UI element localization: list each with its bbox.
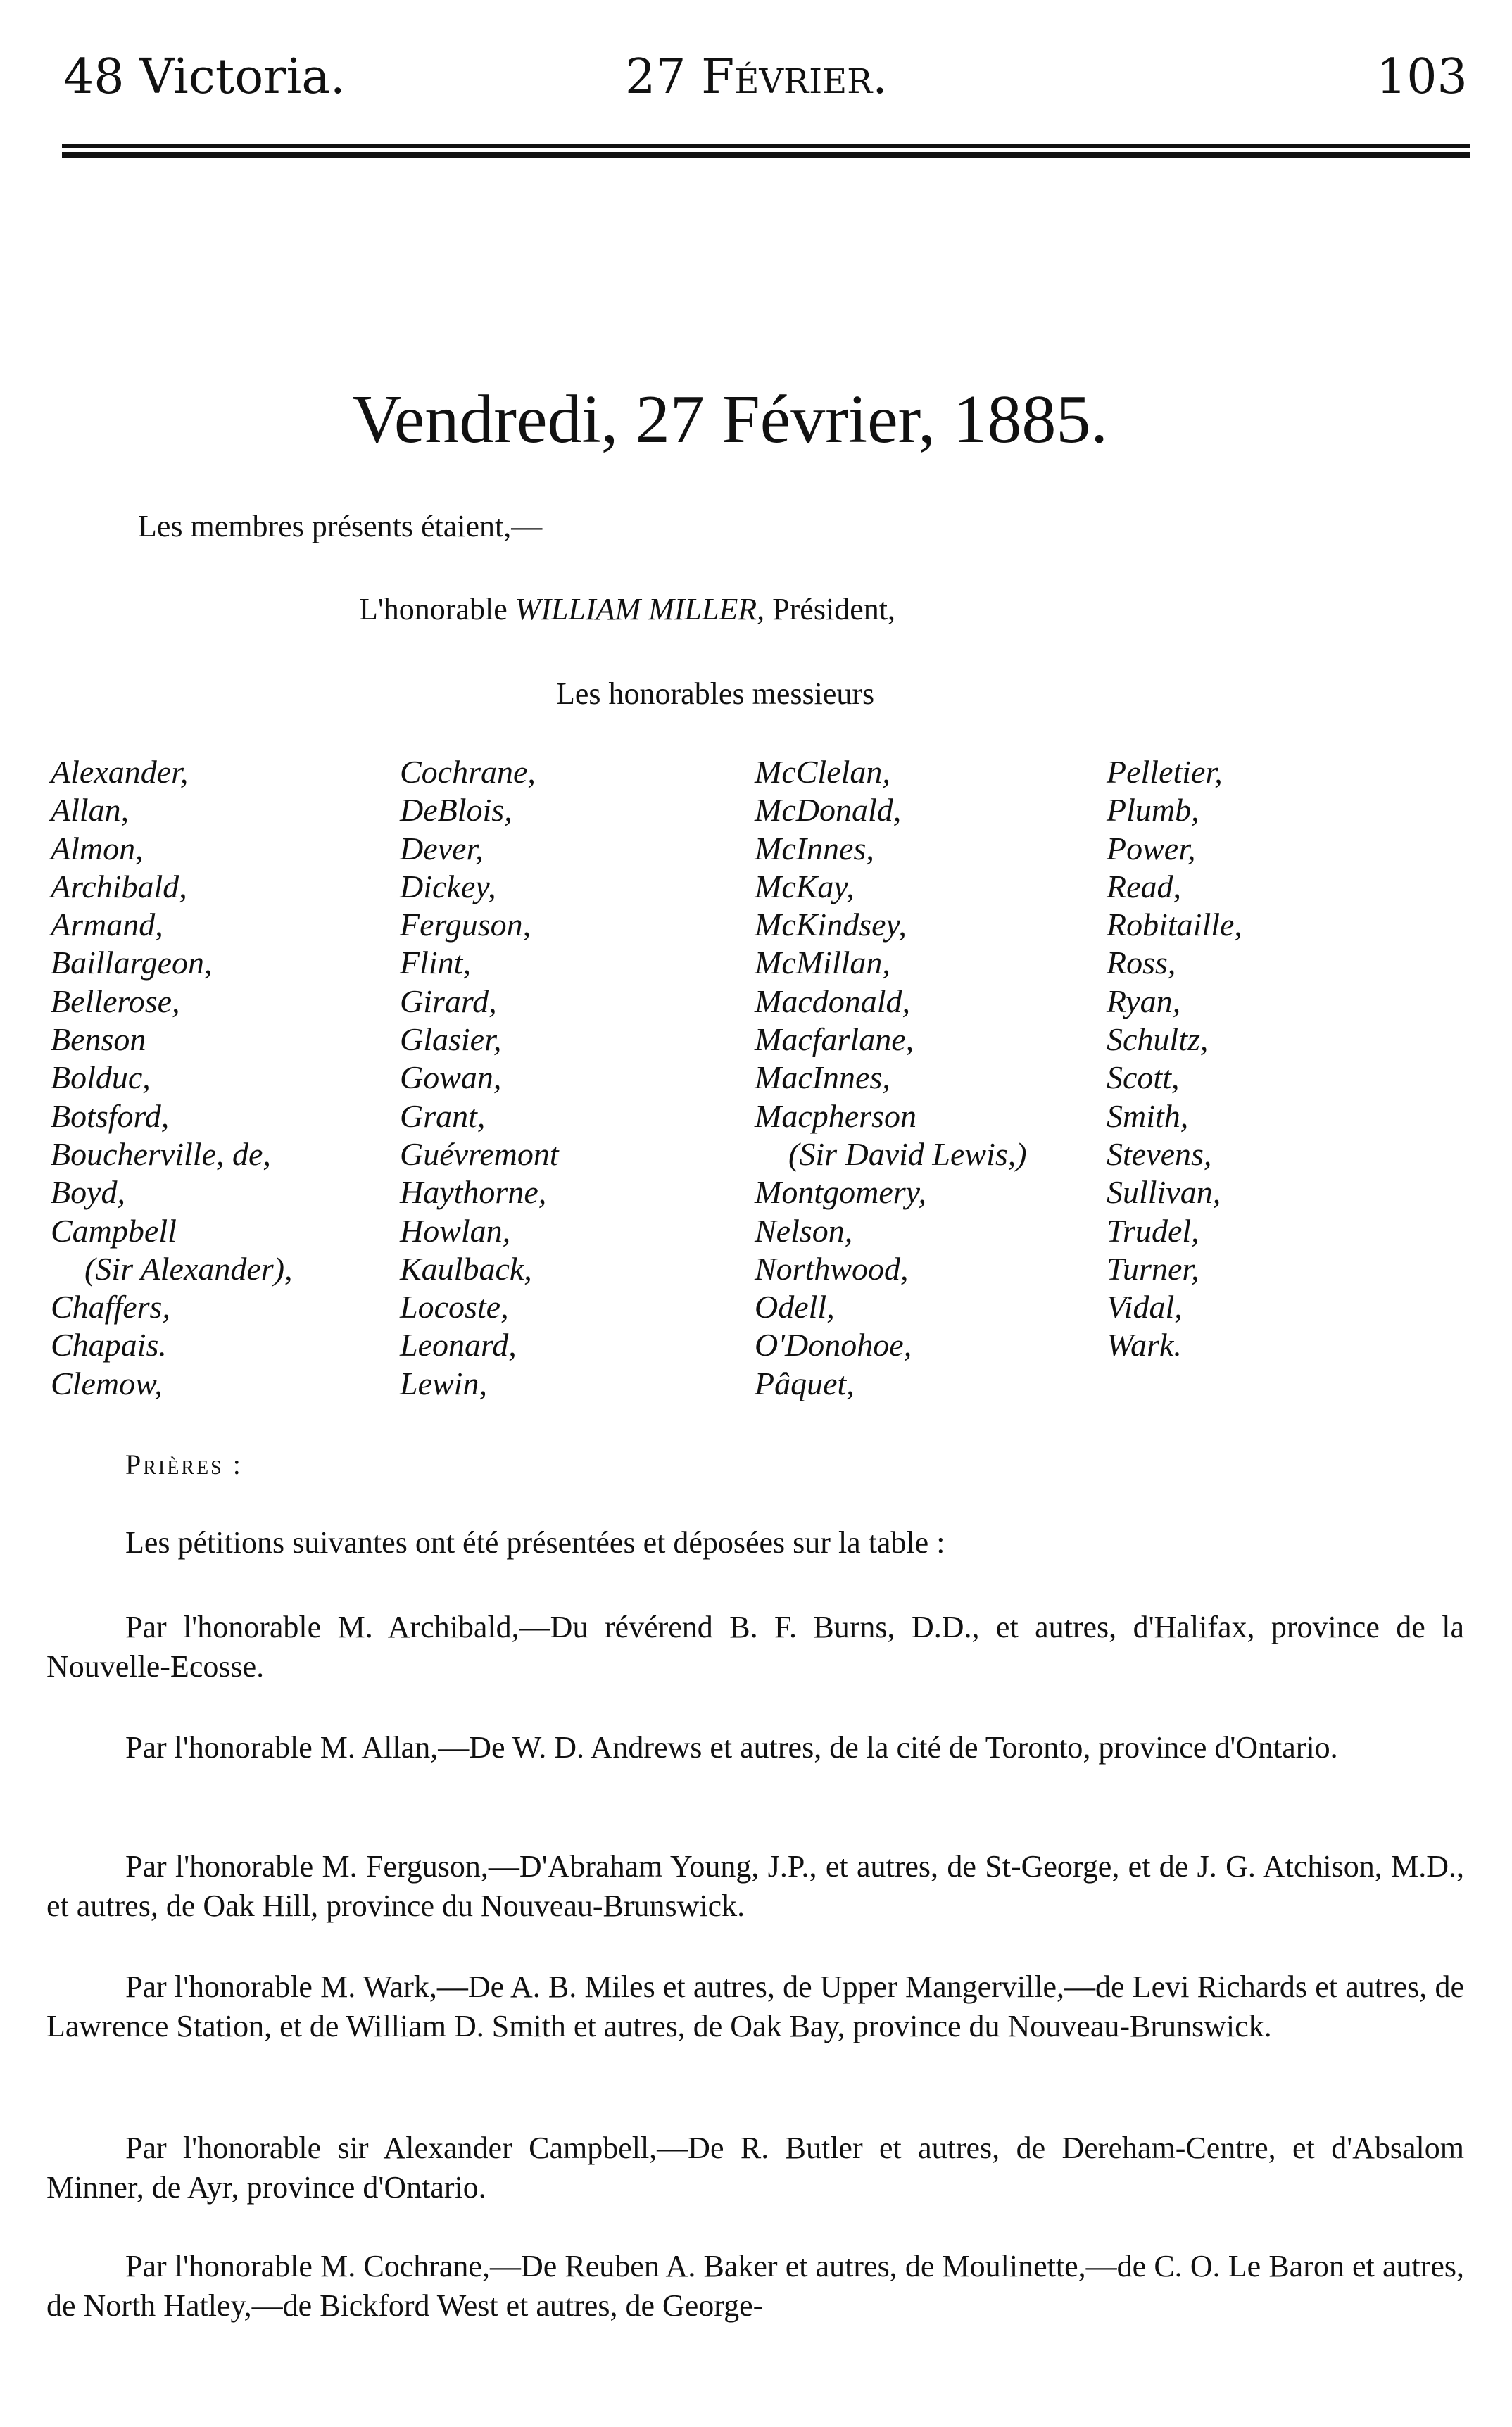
member-name: McKay,: [755, 868, 855, 904]
president-line: [359, 591, 895, 627]
member-name: Grant,: [400, 1097, 486, 1134]
member-name: Dever,: [400, 830, 484, 866]
member-name: Scott,: [1107, 1059, 1180, 1096]
member-name: McInnes,: [755, 830, 874, 866]
member-name: Trudel,: [1107, 1212, 1199, 1249]
header-rule-thick: [62, 152, 1470, 158]
members-column-3: [755, 753, 1027, 1403]
member-name: Kaulback,: [400, 1250, 532, 1287]
member-name: Locoste,: [400, 1289, 509, 1325]
member-name: Schultz,: [1107, 1021, 1209, 1058]
member-name: MacInnes,: [755, 1059, 890, 1096]
member-name: Baillargeon,: [51, 945, 213, 981]
president-name: WILLIAM MILLER,: [515, 592, 765, 626]
member-name: Alexander,: [51, 754, 189, 790]
members-column-4: [1107, 753, 1242, 1365]
member-name: Chaffers,: [51, 1289, 170, 1325]
member-name: Leonard,: [400, 1327, 517, 1363]
member-name: Montgomery,: [755, 1174, 927, 1211]
running-header: [0, 49, 1512, 120]
member-name: O'Donohoe,: [755, 1327, 912, 1363]
member-name: Girard,: [400, 983, 497, 1019]
member-name: Cochrane,: [400, 754, 536, 790]
prayers-heading: Prières :: [125, 1449, 243, 1480]
member-name: McClelan,: [755, 754, 890, 790]
petition-paragraph: Par l'honorable M. Cochrane,—De Reuben A. Baker et autres, de Moulinette,—de C. O. Le Baron et autres, de North Hatley,—de Bickford West et autres, de George-: [46, 2249, 1464, 2323]
member-name: Armand,: [51, 907, 163, 943]
petition-paragraph: Par l'honorable M. Ferguson,—D'Abraham Young, J.P., et autres, de St-George, et de J. G. Atchison, M.D., et autres, de Oak Hill, province du Nouveau-Brunswick.: [46, 1849, 1464, 1923]
member-name: (Sir Alexander),: [84, 1250, 293, 1287]
member-name: Macfarlane,: [755, 1021, 914, 1058]
member-name: Campbell: [51, 1212, 177, 1249]
member-name: Vidal,: [1107, 1289, 1183, 1325]
president-role: Président,: [772, 592, 895, 626]
member-name: Boucherville, de,: [51, 1135, 271, 1172]
member-name: McKindsey,: [755, 907, 907, 943]
member-name: Macpherson: [755, 1097, 916, 1134]
member-name: Bellerose,: [51, 983, 180, 1019]
member-name: Turner,: [1107, 1250, 1199, 1287]
header-date: 27 Février.: [625, 49, 888, 105]
petitions-intro: Les pétitions suivantes ont été présentées et déposées sur la table :: [125, 1525, 945, 1560]
member-name: Nelson,: [755, 1212, 853, 1249]
honorables-heading: Les honorables messieurs: [556, 676, 875, 711]
member-name: Lewin,: [400, 1365, 487, 1401]
member-name: Ryan,: [1107, 983, 1181, 1019]
president-prefix: L'honorable: [359, 592, 508, 626]
members-column-1: [51, 753, 293, 1403]
member-name: Stevens,: [1107, 1135, 1212, 1172]
petition-paragraph: Par l'honorable M. Archibald,—Du révérend B. F. Burns, D.D., et autres, d'Halifax, province de la Nouvelle-Ecosse.: [46, 1610, 1464, 1684]
member-name: DeBlois,: [400, 792, 512, 828]
header-regnal-year: 48 Victoria.: [63, 49, 346, 105]
member-name: Boyd,: [51, 1174, 126, 1211]
member-name: Power,: [1107, 830, 1196, 866]
member-name: Ferguson,: [400, 907, 531, 943]
member-name: Benson: [51, 1021, 146, 1058]
member-name: Haythorne,: [400, 1174, 547, 1211]
member-name: Archibald,: [51, 868, 187, 904]
member-name: Chapais.: [51, 1327, 167, 1363]
member-name: Pelletier,: [1107, 754, 1223, 790]
member-name: McMillan,: [755, 945, 890, 981]
members-intro: Les membres présents étaient,—: [138, 509, 543, 543]
member-name: Read,: [1107, 868, 1182, 904]
member-name: McDonald,: [755, 792, 902, 828]
member-name: Northwood,: [755, 1250, 909, 1287]
member-name: Pâquet,: [755, 1365, 855, 1401]
member-name: Bolduc,: [51, 1059, 151, 1096]
petition-paragraph: Par l'honorable M. Wark,—De A. B. Miles et autres, de Upper Mangerville,—de Levi Richards et autres, de Lawrence Station, et de William D. Smith et autres, de Oak Bay, province du Nouveau-Brunswick.: [46, 1969, 1464, 2043]
member-name: Botsford,: [51, 1097, 170, 1134]
members-column-2: [400, 753, 559, 1403]
member-name: Clemow,: [51, 1365, 163, 1401]
member-name: Flint,: [400, 945, 471, 981]
member-name: Wark.: [1107, 1327, 1182, 1363]
petition-paragraph: Par l'honorable M. Allan,—De W. D. Andrews et autres, de la cité de Toronto, province d'Ontario.: [125, 1730, 1338, 1765]
header-rule-thin: [62, 144, 1470, 148]
member-name: Almon,: [51, 830, 144, 866]
member-name: Smith,: [1107, 1097, 1189, 1134]
member-name: Guévremont: [400, 1135, 559, 1172]
page-title: Vendredi, 27 Février, 1885.: [352, 382, 1108, 458]
member-name: Glasier,: [400, 1021, 502, 1058]
member-name: Odell,: [755, 1289, 835, 1325]
member-name: (Sir David Lewis,): [788, 1135, 1027, 1172]
member-name: Plumb,: [1107, 792, 1199, 828]
petition-paragraph: Par l'honorable sir Alexander Campbell,—De R. Butler et autres, de Dereham-Centre, et d'Absalom Minner, de Ayr, province d'Ontario.: [46, 2131, 1464, 2205]
member-name: Dickey,: [400, 868, 496, 904]
member-name: Gowan,: [400, 1059, 502, 1096]
member-name: Robitaille,: [1107, 907, 1242, 943]
page-number: 103: [1376, 49, 1468, 105]
member-name: Ross,: [1107, 945, 1176, 981]
member-name: Howlan,: [400, 1212, 511, 1249]
member-name: Allan,: [51, 792, 130, 828]
member-name: Sullivan,: [1107, 1174, 1221, 1211]
member-name: Macdonald,: [755, 983, 911, 1019]
